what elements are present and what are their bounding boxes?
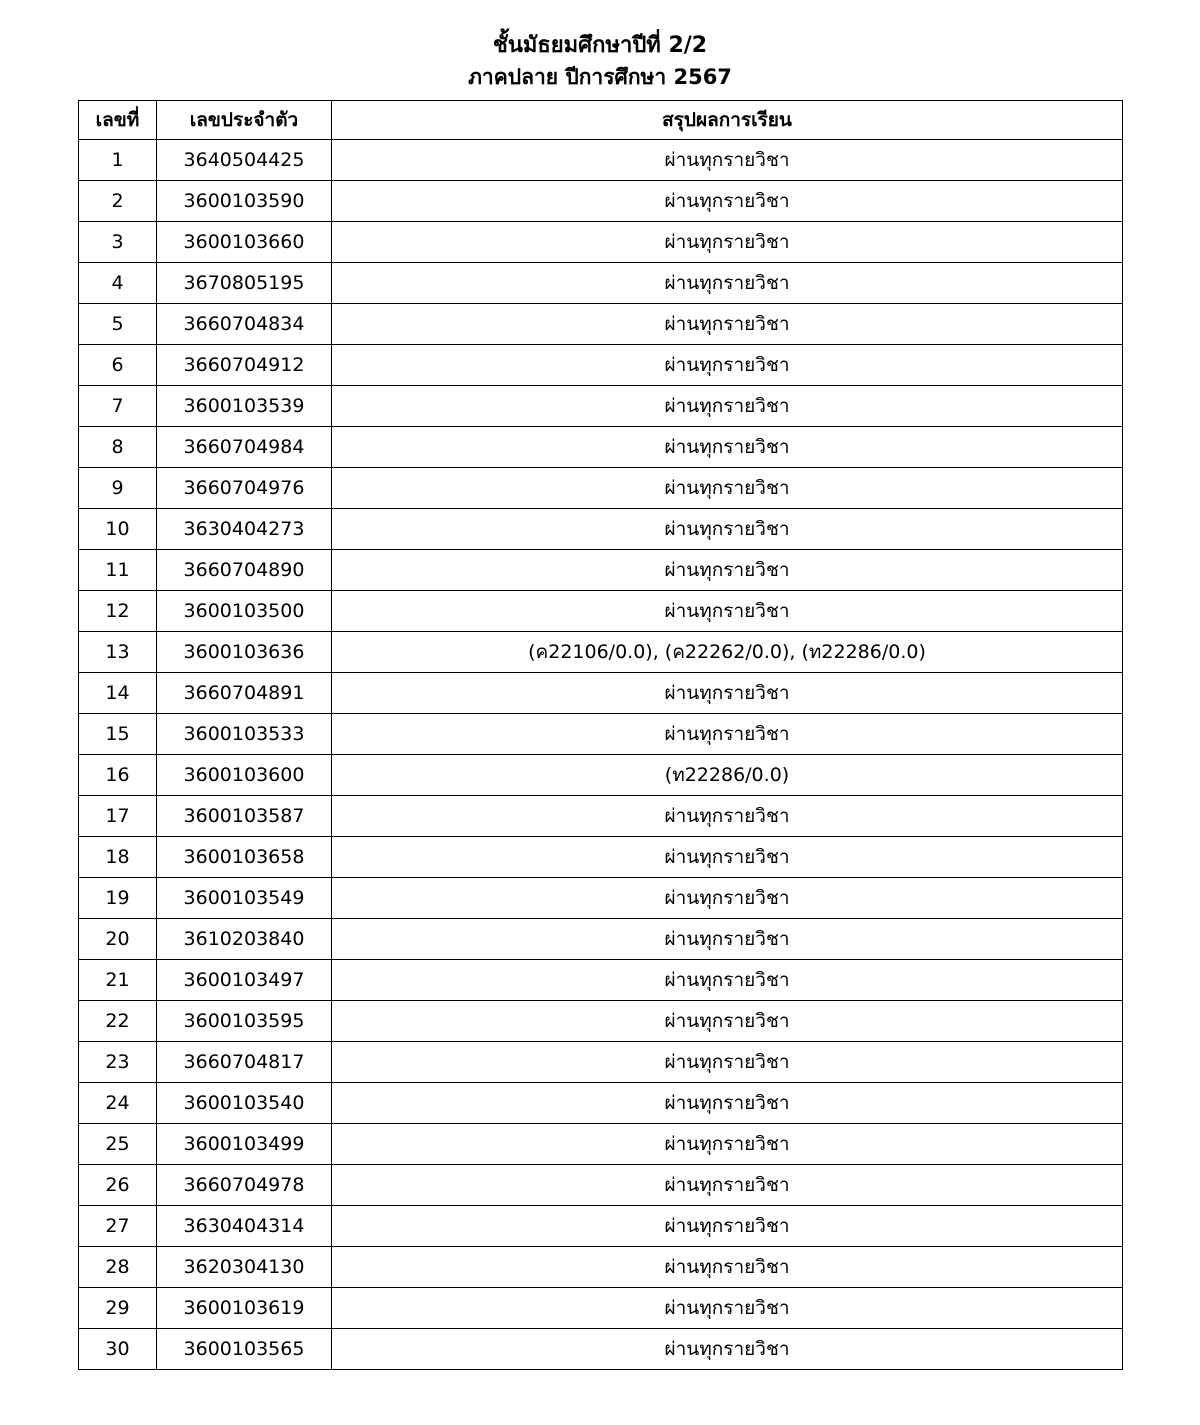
- cell-result: ผ่านทุกรายวิชา: [332, 1247, 1123, 1288]
- cell-number: 10: [79, 509, 157, 550]
- cell-student-id: 3660704890: [157, 550, 332, 591]
- cell-result: ผ่านทุกรายวิชา: [332, 263, 1123, 304]
- cell-result: ผ่านทุกรายวิชา: [332, 386, 1123, 427]
- cell-number: 6: [79, 345, 157, 386]
- cell-number: 19: [79, 878, 157, 919]
- cell-result: ผ่านทุกรายวิชา: [332, 1124, 1123, 1165]
- cell-number: 20: [79, 919, 157, 960]
- cell-number: 23: [79, 1042, 157, 1083]
- cell-student-id: 3660704817: [157, 1042, 332, 1083]
- cell-student-id: 3670805195: [157, 263, 332, 304]
- cell-result: ผ่านทุกรายวิชา: [332, 181, 1123, 222]
- table-row: [79, 550, 1123, 591]
- cell-student-id: 3660704834: [157, 304, 332, 345]
- cell-student-id: 3630404273: [157, 509, 332, 550]
- table-row: [79, 755, 1123, 796]
- cell-result: ผ่านทุกรายวิชา: [332, 427, 1123, 468]
- cell-student-id: 3600103539: [157, 386, 332, 427]
- cell-student-id: 3600103499: [157, 1124, 332, 1165]
- cell-result: ผ่านทุกรายวิชา: [332, 1329, 1123, 1370]
- cell-student-id: 3600103587: [157, 796, 332, 837]
- table-row: [79, 1042, 1123, 1083]
- cell-result: ผ่านทุกรายวิชา: [332, 140, 1123, 181]
- cell-number: 8: [79, 427, 157, 468]
- page-subtitle: ภาคปลาย ปีการศึกษา 2567: [468, 64, 732, 89]
- table-row: [79, 1247, 1123, 1288]
- column-header-result: สรุปผลการเรียน: [332, 101, 1123, 140]
- cell-number: 16: [79, 755, 157, 796]
- table-row: [79, 878, 1123, 919]
- table-row: [79, 796, 1123, 837]
- cell-result: ผ่านทุกรายวิชา: [332, 919, 1123, 960]
- cell-number: 9: [79, 468, 157, 509]
- cell-number: 4: [79, 263, 157, 304]
- cell-result: ผ่านทุกรายวิชา: [332, 796, 1123, 837]
- cell-result: ผ่านทุกรายวิชา: [332, 591, 1123, 632]
- table-row: [79, 1124, 1123, 1165]
- page-title: ชั้นมัธยมศึกษาปีที่ 2/2: [492, 33, 708, 58]
- cell-number: 29: [79, 1288, 157, 1329]
- cell-number: 22: [79, 1001, 157, 1042]
- cell-result: ผ่านทุกรายวิชา: [332, 837, 1123, 878]
- cell-result: ผ่านทุกรายวิชา: [332, 1288, 1123, 1329]
- table-row: [79, 632, 1123, 673]
- table-row: [79, 919, 1123, 960]
- cell-result: ผ่านทุกรายวิชา: [332, 878, 1123, 919]
- cell-number: 7: [79, 386, 157, 427]
- table-row: [79, 1206, 1123, 1247]
- cell-number: 1: [79, 140, 157, 181]
- cell-student-id: 3660704912: [157, 345, 332, 386]
- cell-result: ผ่านทุกรายวิชา: [332, 1001, 1123, 1042]
- table-row: [79, 140, 1123, 181]
- table-row: [79, 509, 1123, 550]
- cell-student-id: 3660704978: [157, 1165, 332, 1206]
- cell-number: 2: [79, 181, 157, 222]
- cell-result: ผ่านทุกรายวิชา: [332, 509, 1123, 550]
- cell-result: ผ่านทุกรายวิชา: [332, 1042, 1123, 1083]
- cell-student-id: 3630404314: [157, 1206, 332, 1247]
- cell-student-id: 3600103660: [157, 222, 332, 263]
- table-row: [79, 1329, 1123, 1370]
- cell-student-id: 3600103595: [157, 1001, 332, 1042]
- cell-result: ผ่านทุกรายวิชา: [332, 960, 1123, 1001]
- table-header: [79, 101, 1123, 140]
- cell-number: 21: [79, 960, 157, 1001]
- table-row: [79, 345, 1123, 386]
- table-row: [79, 1001, 1123, 1042]
- cell-student-id: 3660704891: [157, 673, 332, 714]
- table-row: [79, 222, 1123, 263]
- cell-result: ผ่านทุกรายวิชา: [332, 345, 1123, 386]
- cell-result: ผ่านทุกรายวิชา: [332, 1083, 1123, 1124]
- cell-number: 12: [79, 591, 157, 632]
- table-row: [79, 304, 1123, 345]
- cell-number: 26: [79, 1165, 157, 1206]
- cell-number: 24: [79, 1083, 157, 1124]
- cell-result: ผ่านทุกรายวิชา: [332, 550, 1123, 591]
- cell-student-id: 3640504425: [157, 140, 332, 181]
- table-row: [79, 427, 1123, 468]
- table-row: [79, 837, 1123, 878]
- table-row: [79, 673, 1123, 714]
- cell-student-id: 3600103549: [157, 878, 332, 919]
- table-body: [79, 140, 1123, 1370]
- cell-number: 18: [79, 837, 157, 878]
- cell-student-id: 3600103500: [157, 591, 332, 632]
- cell-number: 17: [79, 796, 157, 837]
- table-row: [79, 1083, 1123, 1124]
- cell-result: ผ่านทุกรายวิชา: [332, 468, 1123, 509]
- cell-student-id: 3600103636: [157, 632, 332, 673]
- cell-student-id: 3620304130: [157, 1247, 332, 1288]
- cell-number: 14: [79, 673, 157, 714]
- cell-student-id: 3600103619: [157, 1288, 332, 1329]
- cell-result: ผ่านทุกรายวิชา: [332, 222, 1123, 263]
- cell-number: 30: [79, 1329, 157, 1370]
- cell-number: 25: [79, 1124, 157, 1165]
- cell-result: (ค22106/0.0), (ค22262/0.0), (ท22286/0.0): [332, 632, 1123, 673]
- table-row: [79, 714, 1123, 755]
- cell-student-id: 3600103540: [157, 1083, 332, 1124]
- cell-number: 3: [79, 222, 157, 263]
- table-row: [79, 1165, 1123, 1206]
- table-row: [79, 386, 1123, 427]
- cell-student-id: 3600103658: [157, 837, 332, 878]
- cell-student-id: 3660704976: [157, 468, 332, 509]
- cell-result: ผ่านทุกรายวิชา: [332, 304, 1123, 345]
- table-header-row: [79, 101, 1123, 140]
- table-row: [79, 181, 1123, 222]
- cell-student-id: 3600103600: [157, 755, 332, 796]
- table-row: [79, 591, 1123, 632]
- cell-number: 15: [79, 714, 157, 755]
- cell-student-id: 3600103497: [157, 960, 332, 1001]
- table-row: [79, 960, 1123, 1001]
- cell-result: ผ่านทุกรายวิชา: [332, 1206, 1123, 1247]
- cell-number: 27: [79, 1206, 157, 1247]
- cell-student-id: 3600103565: [157, 1329, 332, 1370]
- cell-student-id: 3610203840: [157, 919, 332, 960]
- cell-number: 28: [79, 1247, 157, 1288]
- table-row: [79, 1288, 1123, 1329]
- cell-student-id: 3600103590: [157, 181, 332, 222]
- cell-number: 13: [79, 632, 157, 673]
- cell-student-id: 3660704984: [157, 427, 332, 468]
- cell-number: 5: [79, 304, 157, 345]
- grades-table: [78, 100, 1123, 1370]
- cell-result: ผ่านทุกรายวิชา: [332, 714, 1123, 755]
- table-row: [79, 468, 1123, 509]
- cell-result: ผ่านทุกรายวิชา: [332, 1165, 1123, 1206]
- cell-student-id: 3600103533: [157, 714, 332, 755]
- cell-result: ผ่านทุกรายวิชา: [332, 673, 1123, 714]
- cell-number: 11: [79, 550, 157, 591]
- table-row: [79, 263, 1123, 304]
- cell-result: (ท22286/0.0): [332, 755, 1123, 796]
- column-header-number: เลขที่: [79, 101, 157, 140]
- column-header-student-id: เลขประจำตัว: [157, 101, 332, 140]
